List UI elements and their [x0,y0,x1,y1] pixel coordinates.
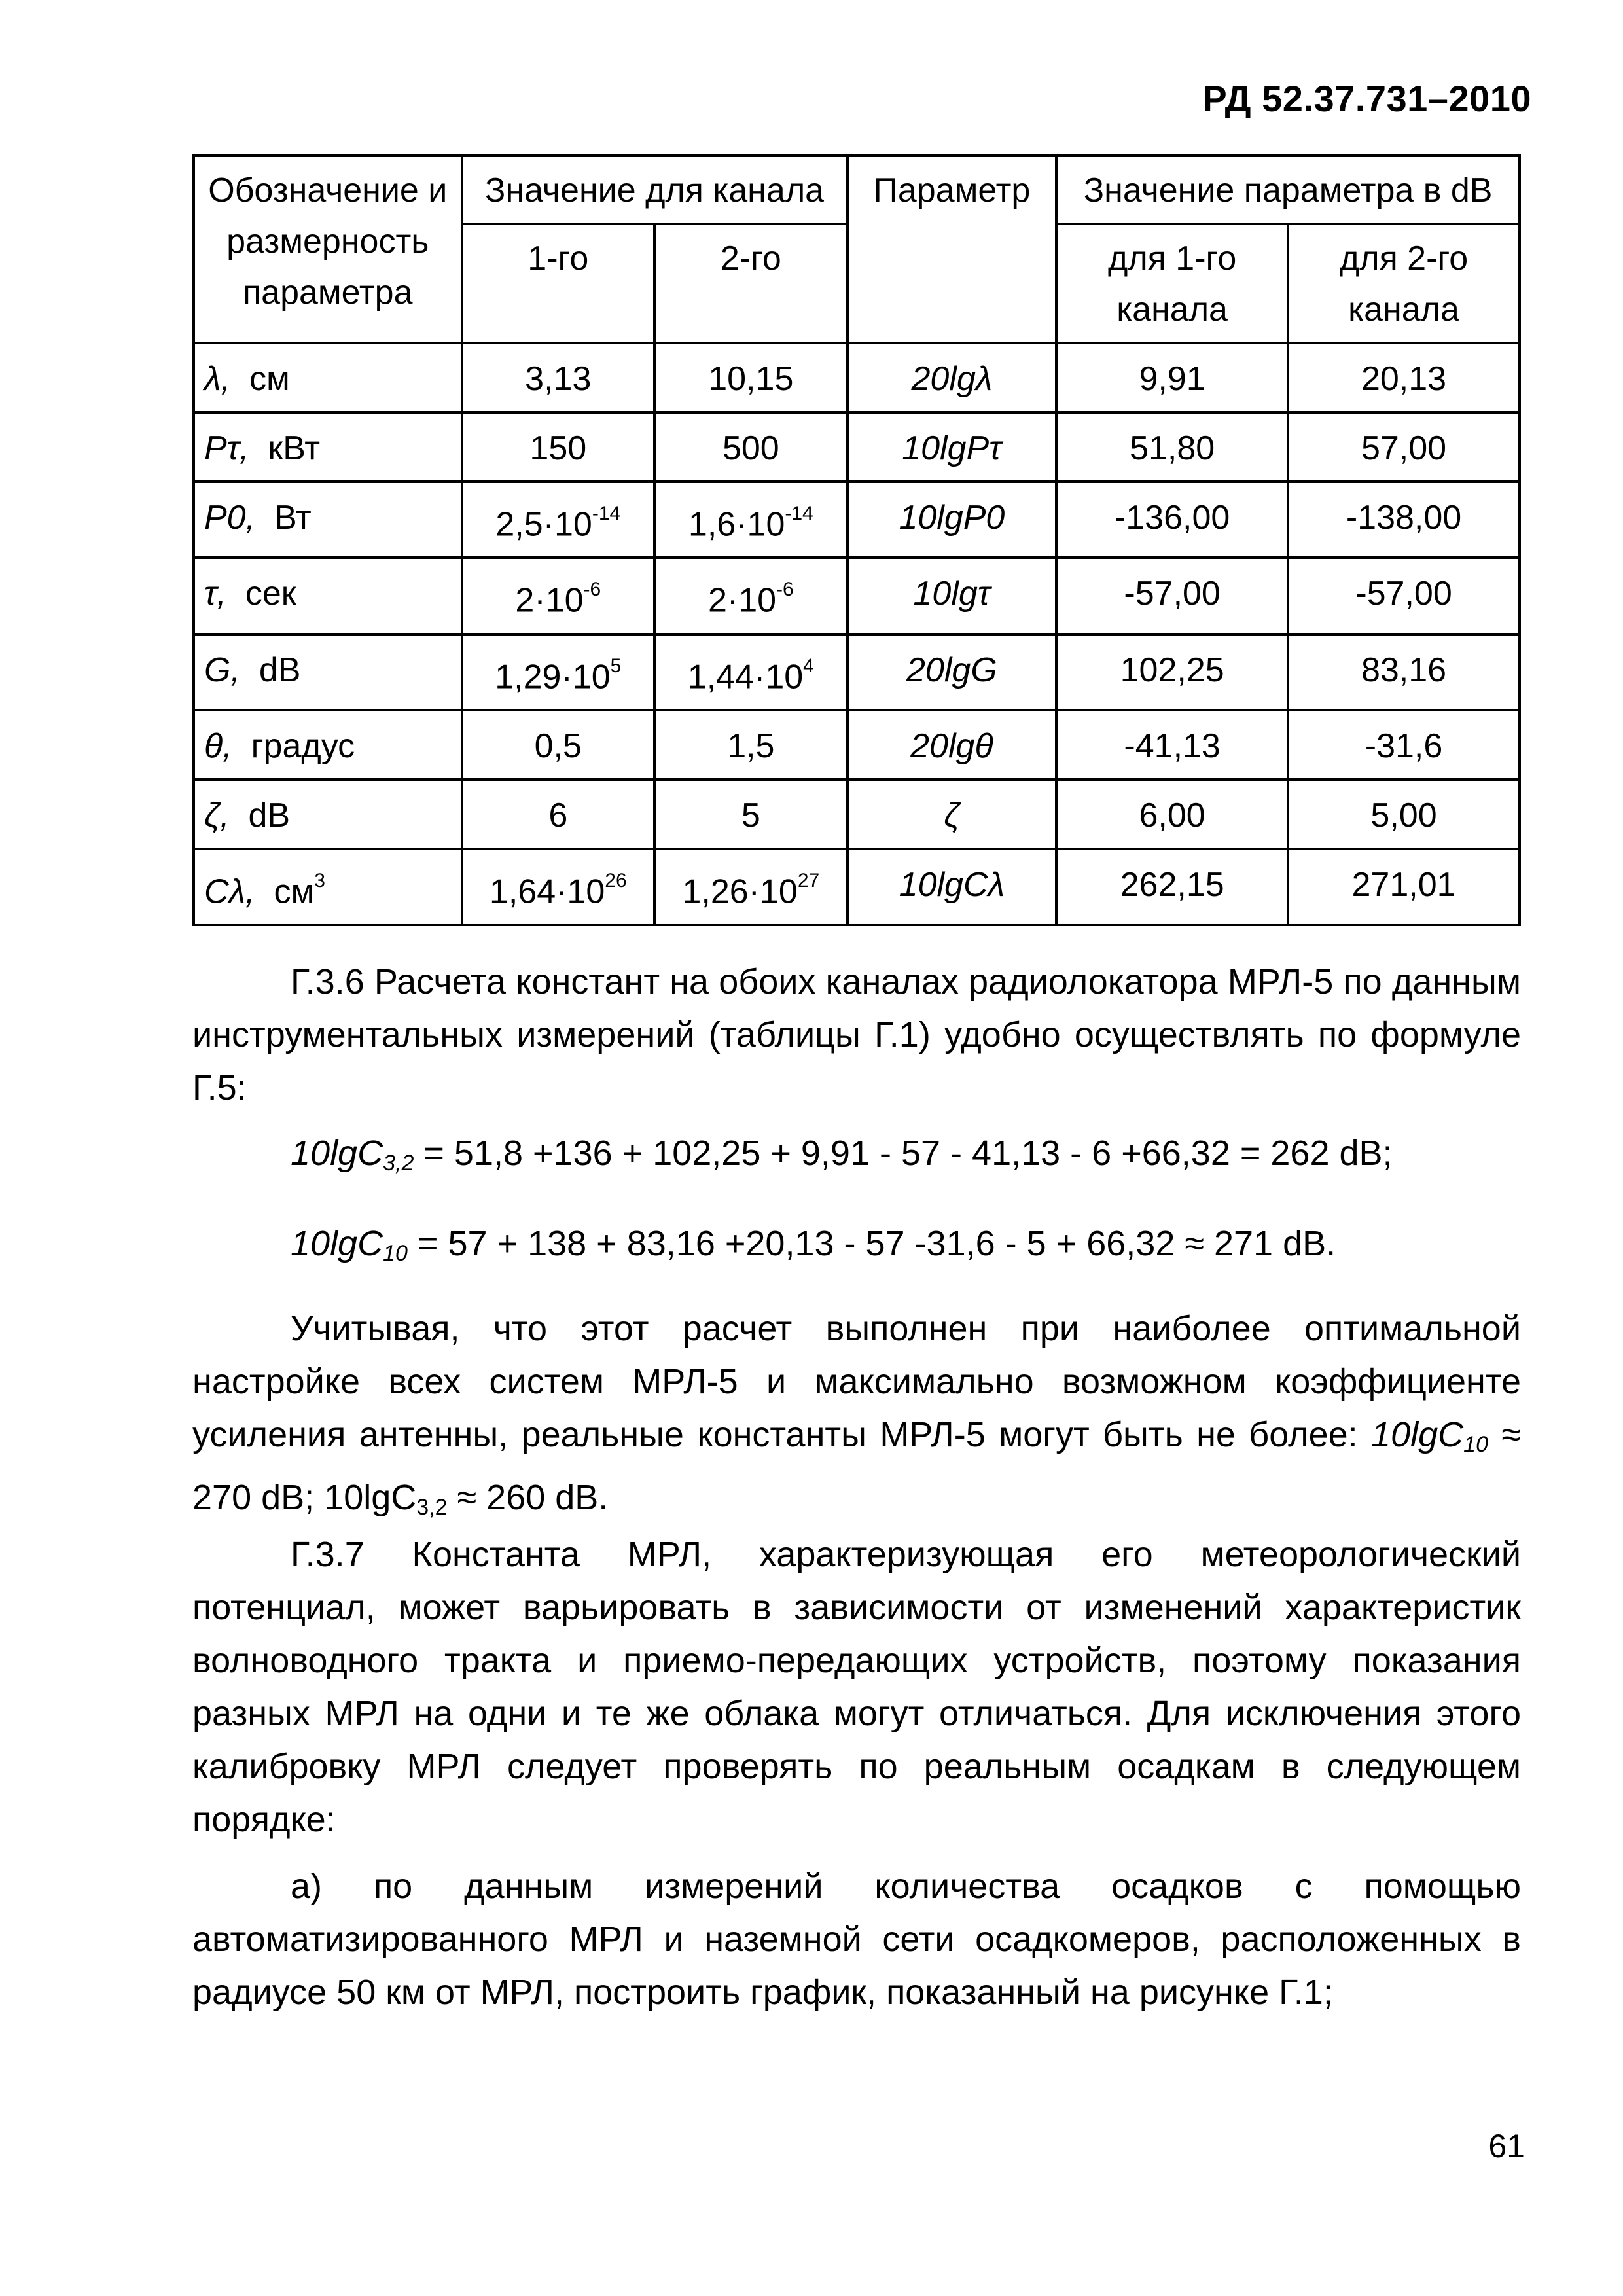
cell-symbol: ζ, [204,796,230,834]
cell-unit: dB [248,796,291,834]
cell-parameter [847,849,1057,925]
table-row [194,634,1520,710]
cell-channel-1 [462,780,655,849]
cell-channel-2-value: 1,44·10 [687,657,804,696]
header-parameter: Параметр [847,156,1057,343]
cell-db-channel-1: 51,80 [1056,412,1288,482]
paragraph-constants [192,1302,1521,1534]
cell-designation [194,634,462,710]
cell-unit-exp: 3 [314,869,325,891]
formula-c32-lhs: 10lgC [291,1134,383,1173]
cell-channel-1-exp: 26 [605,869,627,891]
constant-c10-sub: 10 [1463,1432,1488,1457]
cell-designation [194,558,462,634]
cell-channel-1 [462,412,655,482]
cell-channel-2 [654,412,847,482]
cell-channel-2 [654,780,847,849]
cell-symbol: λ, [204,360,231,398]
cell-parameter-text: 10lgτ [913,575,991,613]
cell-parameter-text: 10lgCλ [899,865,1005,904]
cell-channel-2 [654,634,847,710]
table-row [194,343,1520,412]
cell-db-channel-1: 102,25 [1056,634,1288,710]
table-body [194,343,1520,925]
cell-parameter [847,482,1057,558]
cell-channel-2-exp: 27 [797,869,820,891]
cell-unit: Вт [274,499,312,537]
constant-c10-label: 10lgC [1371,1415,1464,1454]
formula-c10-lhs: 10lgC [291,1224,383,1263]
cell-parameter [847,634,1057,710]
constant-c32-value: ≈ 260 dB. [447,1478,609,1517]
cell-unit: кВт [268,429,321,467]
formula-c10-sub: 10 [383,1241,408,1266]
cell-designation [194,343,462,412]
cell-channel-1 [462,482,655,558]
cell-db-channel-2: 83,16 [1288,634,1520,710]
cell-parameter [847,710,1057,780]
cell-channel-1 [462,849,655,925]
cell-channel-1-exp: 5 [610,655,622,677]
cell-symbol: P0, [204,499,256,537]
cell-channel-2 [654,710,847,780]
cell-channel-2 [654,849,847,925]
cell-unit: сек [245,575,296,613]
cell-symbol: θ, [204,726,232,765]
cell-db-channel-1: -41,13 [1056,710,1288,780]
formula-c32-sub: 3,2 [383,1151,414,1175]
cell-db-channel-2: 271,01 [1288,849,1520,925]
cell-parameter-text: 20lgG [906,651,997,689]
cell-channel-2-value: 2·10 [707,581,777,620]
cell-channel-1-exp: -14 [592,503,621,524]
cell-channel-1-value: 2·10 [515,581,584,620]
cell-symbol: G, [204,651,240,689]
cell-db-channel-1: 6,00 [1056,780,1288,849]
parameters-table [192,154,1521,926]
header-db-channel-2: для 2-го канала [1288,224,1520,343]
cell-parameter [847,412,1057,482]
cell-channel-2-value: 1,5 [727,726,775,765]
cell-channel-2 [654,558,847,634]
cell-channel-1 [462,710,655,780]
cell-channel-1 [462,343,655,412]
cell-channel-1 [462,634,655,710]
table-row [194,412,1520,482]
cell-channel-1-value: 0,5 [534,726,582,765]
cell-channel-2-exp: -6 [776,579,794,601]
cell-channel-2-exp: -14 [785,503,813,524]
cell-db-channel-2: 57,00 [1288,412,1520,482]
paragraph-item-a: а) по данным измерений количества осадков с помощью автоматизированного МРЛ и наземной сети осадкомеров, расположенных в радиусе 50 км от МРЛ, построить график, показанный на рисунке Г.1; [192,1867,1521,2012]
page-number: 61 [1488,2128,1525,2164]
cell-parameter [847,343,1057,412]
table-row [194,482,1520,558]
cell-channel-1-value: 3,13 [525,360,592,398]
cell-symbol: Cλ, [204,872,255,911]
cell-designation [194,482,462,558]
cell-parameter-text: 10lgP0 [899,499,1005,537]
cell-channel-1-value: 1,64·10 [489,872,605,911]
cell-channel-2 [654,482,847,558]
cell-unit: см [274,872,315,911]
table-row [194,710,1520,780]
cell-db-channel-2: -57,00 [1288,558,1520,634]
cell-db-channel-2: -31,6 [1288,710,1520,780]
cell-channel-1-exp: -6 [583,579,601,601]
cell-designation [194,780,462,849]
header-db-value: Значение параметра в dB [1056,156,1520,224]
cell-db-channel-2: 5,00 [1288,780,1520,849]
cell-channel-1-value: 1,29·10 [495,657,611,696]
table-row [194,558,1520,634]
table-row [194,780,1520,849]
cell-symbol: τ, [204,575,226,613]
cell-channel-2-value: 10,15 [708,360,794,398]
cell-designation [194,412,462,482]
cell-parameter [847,558,1057,634]
paragraph-g36: Г.3.6 Расчета констант на обоих каналах радиолокатора МРЛ-5 по данным инструментальных измерений (таблицы Г.1) удобно осуществлять по формуле Г.5: [192,962,1521,1107]
cell-unit: dB [259,651,301,689]
header-channel-1: 1-го [462,224,655,343]
paragraph-g37: Г.3.7 Константа МРЛ, характеризующая его метеорологический потенциал, может варьировать в зависимости от изменений характеристик волноводного тракта и приемо-передающих устройств, поэтому показания разных МРЛ на одни и те же облака могут отличаться. Для исключения этого калибровку МРЛ следует проверять по реальным осадкам в следующем порядке: [192,1535,1521,1839]
cell-db-channel-2: 20,13 [1288,343,1520,412]
cell-designation [194,849,462,925]
cell-parameter-text: 20lgλ [911,360,993,398]
header-channel-value: Значение для канала [462,156,847,224]
cell-parameter [847,780,1057,849]
cell-channel-2 [654,343,847,412]
cell-channel-2-value: 5 [741,796,760,834]
header-designation: Обозначение и размерность параметра [194,156,462,343]
formula-c32 [291,1127,1393,1190]
cell-channel-2-value: 1,6·10 [688,505,785,544]
cell-db-channel-1: -136,00 [1056,482,1288,558]
formula-c32-rhs: = 51,8 +136 + 102,25 + 9,91 - 57 - 41,13 - 6 +66,32 = 262 dB; [423,1134,1393,1173]
cell-parameter-text: 10lgPτ [902,429,1002,467]
constant-c10-value: ≈ 270 dB; 10lgC [192,1415,1522,1517]
cell-db-channel-2: -138,00 [1288,482,1520,558]
paragraph-constants-text: Учитывая, что этот расчет выполнен при наиболее оптимальной настройке всех систем МРЛ-5 и максимально возможном коэффициенте усиления антенны, реальные константы МРЛ-5 могут быть не более: [192,1309,1521,1454]
constant-c32-sub: 3,2 [416,1495,448,1520]
cell-channel-1-value: 150 [529,429,587,467]
cell-channel-2-exp: 4 [803,655,814,677]
cell-unit: см [249,360,290,398]
formula-c10-rhs: = 57 + 138 + 83,16 +20,13 - 57 -31,6 - 5 + 66,32 ≈ 271 dB. [417,1224,1336,1263]
cell-db-channel-1: 9,91 [1056,343,1288,412]
cell-parameter-text: ζ [944,796,960,834]
cell-db-channel-1: 262,15 [1056,849,1288,925]
cell-parameter-text: 20lgθ [910,726,993,765]
header-db-channel-1: для 1-го канала [1056,224,1288,343]
cell-symbol: Pτ, [204,429,249,467]
cell-designation [194,710,462,780]
cell-channel-1-value: 6 [548,796,568,834]
cell-db-channel-1: -57,00 [1056,558,1288,634]
table-row [194,849,1520,925]
document-code: РД 52.37.731–2010 [1202,78,1531,119]
cell-channel-1 [462,558,655,634]
header-channel-2: 2-го [654,224,847,343]
cell-channel-1-value: 2,5·10 [495,505,592,544]
formula-c10 [291,1217,1336,1280]
cell-channel-2-value: 1,26·10 [682,872,798,911]
cell-unit: градус [251,726,355,765]
table-header-row [194,156,1520,224]
cell-channel-2-value: 500 [722,429,779,467]
